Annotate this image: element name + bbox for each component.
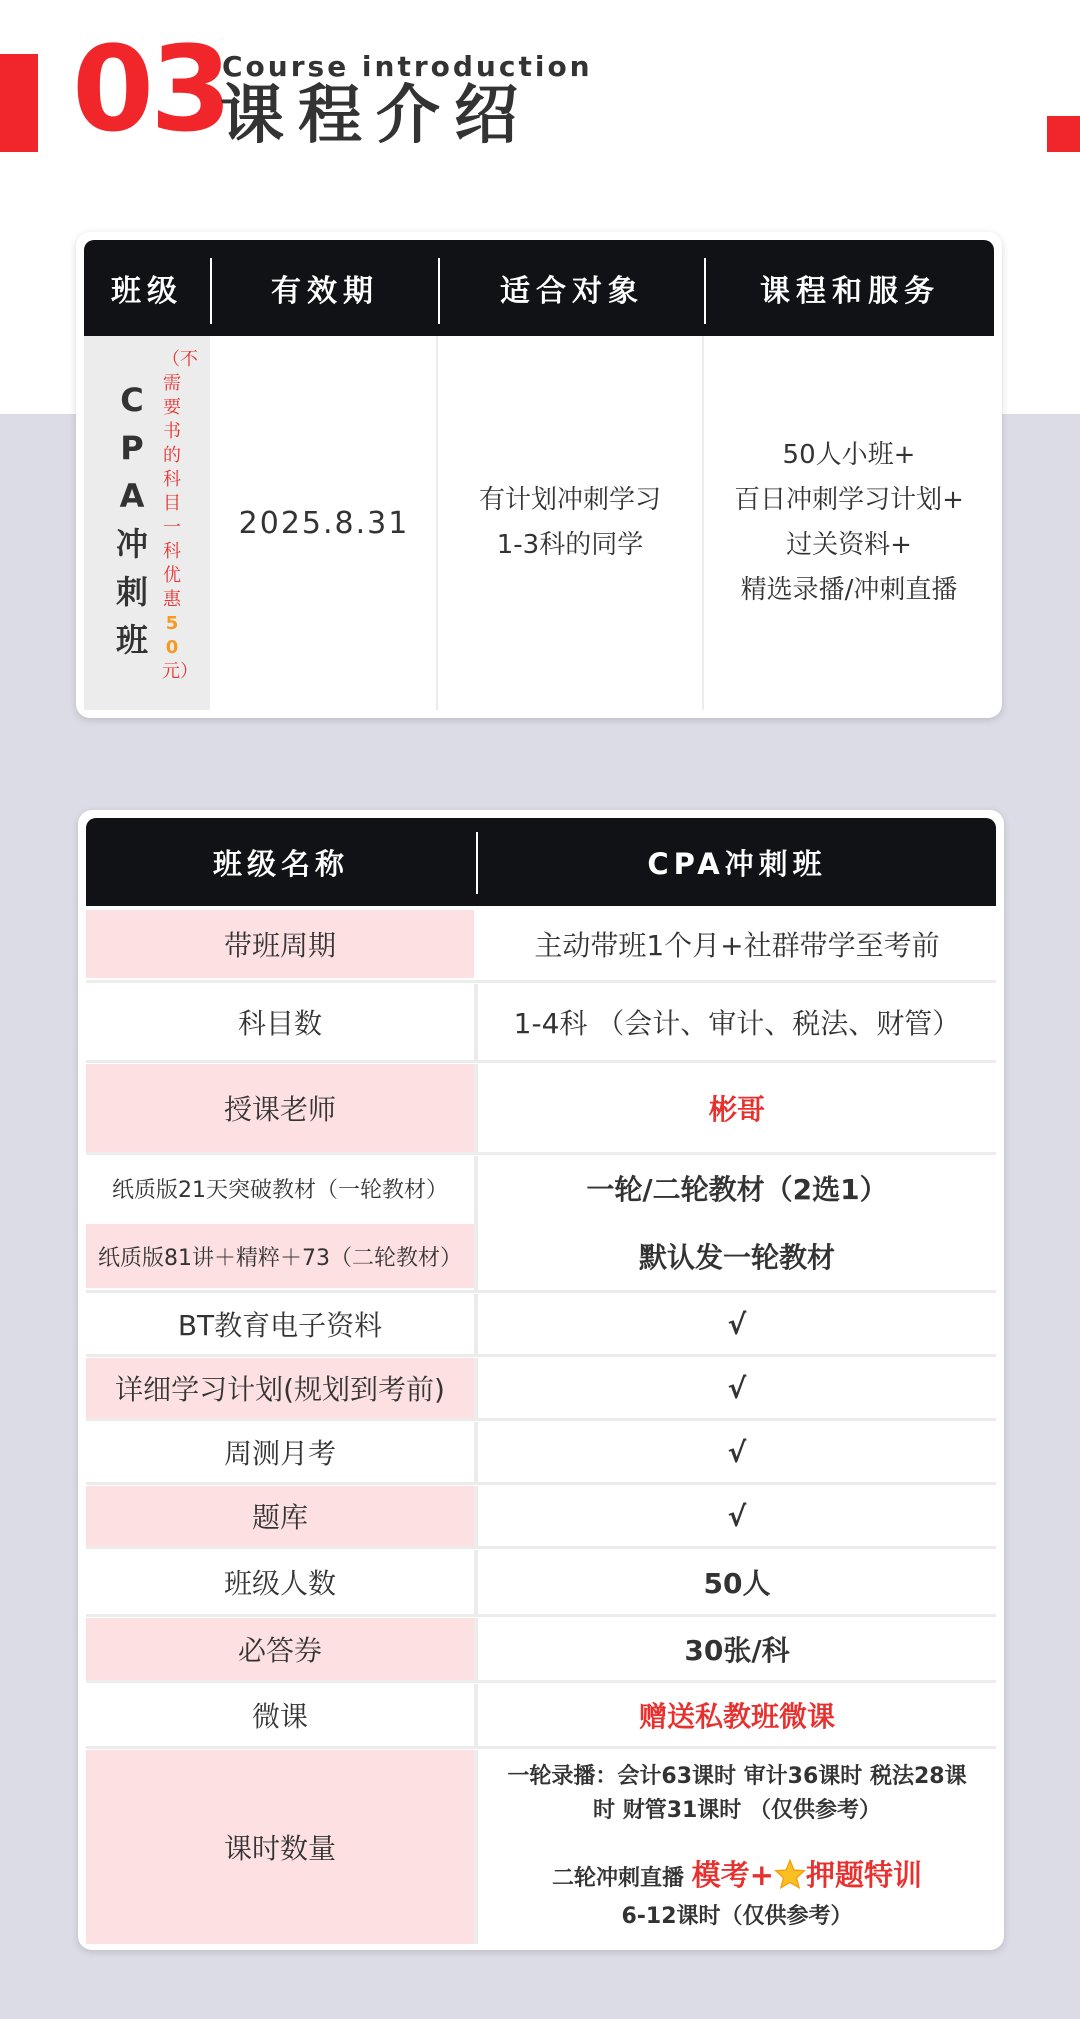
discount-note [162,348,198,684]
row-value: 默认发一轮教材 [638,1241,835,1274]
row-label: 班级人数 [223,1567,336,1600]
row-label: 纸质版21天突破教材（一轮教材） [112,1177,448,1203]
table-row [86,984,996,1060]
discount-note-suffix: 元） [162,661,198,682]
table-row [86,1064,996,1152]
row-label: 题库 [86,1486,474,1546]
service-line: 百日冲刺学习计划+ [734,485,964,515]
table-row [86,1750,996,1944]
row-divider [86,980,996,983]
hours-highlight: 模考+ [691,1858,774,1892]
header-class-name: 班级名称 [212,846,349,881]
row-value [478,1750,996,1944]
validity-value: 2025.8.31 [238,505,410,541]
header-class: 班级 [111,274,183,309]
section-subtitle: Course introduction [222,50,593,83]
row-label: 必答券 [86,1618,474,1680]
row-value: √ [727,1307,747,1341]
row-label: 科目数 [237,1007,322,1040]
class-overview-table [76,232,1002,718]
decor-red-bar-left [0,54,38,152]
row-label: 微课 [251,1700,308,1733]
row-divider [86,1418,996,1421]
class-name: CPA冲刺班 [115,381,148,659]
row-label: 课时数量 [86,1750,474,1944]
overview-table-body [84,336,994,710]
hours-line: 6-12课时（仅供参考） [621,1904,853,1929]
discount-note-prefix: （不需要书的科目一科优惠 [162,349,198,610]
row-value: √ [727,1435,747,1469]
header-class-value: CPA冲刺班 [647,846,827,881]
row-divider [86,1546,996,1549]
row-value: √ [727,1371,747,1405]
row-divider [86,1152,996,1155]
star-icon [774,1859,806,1900]
section-title: 课程介绍 [220,79,532,153]
overview-table-header [84,240,994,336]
class-details-table [78,810,1004,1950]
table-row [86,1156,996,1220]
target-line: 有计划冲刺学习 [478,485,661,515]
row-label: 周测月考 [223,1437,336,1470]
table-row [86,1358,996,1418]
row-value: 50人 [703,1567,771,1600]
hours-live-line [552,1858,922,1900]
decor-red-square-right [1047,116,1080,152]
table-row [86,1684,996,1746]
row-value: 主动带班1个月+社群带学至考前 [534,929,940,962]
target-value [438,336,702,710]
header-target: 适合对象 [500,274,644,309]
service-line: 过关资料+ [786,530,912,560]
row-label: 带班周期 [86,910,474,978]
hours-line: 一轮录播：会计63课时 审计36课时 税法28课 [507,1764,967,1789]
row-label: 纸质版81讲＋精粹＋73（二轮教材） [86,1224,474,1288]
row-label: 详细学习计划(规划到考前) [86,1358,474,1418]
header-services: 课程和服务 [760,274,940,309]
service-line: 精选录播/冲刺直播 [740,575,958,605]
row-label: 授课老师 [86,1064,474,1152]
row-divider [86,1290,996,1293]
row-value: 30张/科 [684,1634,790,1667]
table-row [86,1486,996,1546]
row-value: 1-4科 （会计、审计、税法、财管） [513,1007,961,1040]
table-row [86,1618,996,1680]
section-number: 03 [72,20,229,158]
details-table-header [86,818,996,906]
row-divider [86,1354,996,1357]
table-row [86,1422,996,1482]
table-row [86,1224,996,1288]
row-divider [86,1482,996,1485]
row-value: 彬哥 [708,1093,765,1126]
row-divider [86,1746,996,1749]
row-value: 赠送私教班微课 [638,1700,835,1733]
row-divider [86,1680,996,1683]
hours-line: 时 财管31课时 （仅供参考） [593,1798,881,1823]
row-value: √ [727,1499,747,1533]
table-row [86,910,996,978]
class-name-cell [84,336,210,710]
service-line: 50人小班+ [782,440,916,470]
hours-highlight: 押题特训 [805,1858,922,1892]
services-value [704,336,994,710]
table-row [86,1294,996,1354]
row-divider [86,1614,996,1617]
target-line: 1-3科的同学 [496,530,644,560]
row-divider [86,1060,996,1063]
header-validity: 有效期 [271,274,379,309]
table-row [86,1550,996,1614]
row-label: BT教育电子资料 [177,1309,383,1342]
hours-live-label: 二轮冲刺直播 [551,1866,684,1891]
discount-amount: 50 [165,613,179,658]
row-value: 一轮/二轮教材（2选1） [586,1173,888,1206]
